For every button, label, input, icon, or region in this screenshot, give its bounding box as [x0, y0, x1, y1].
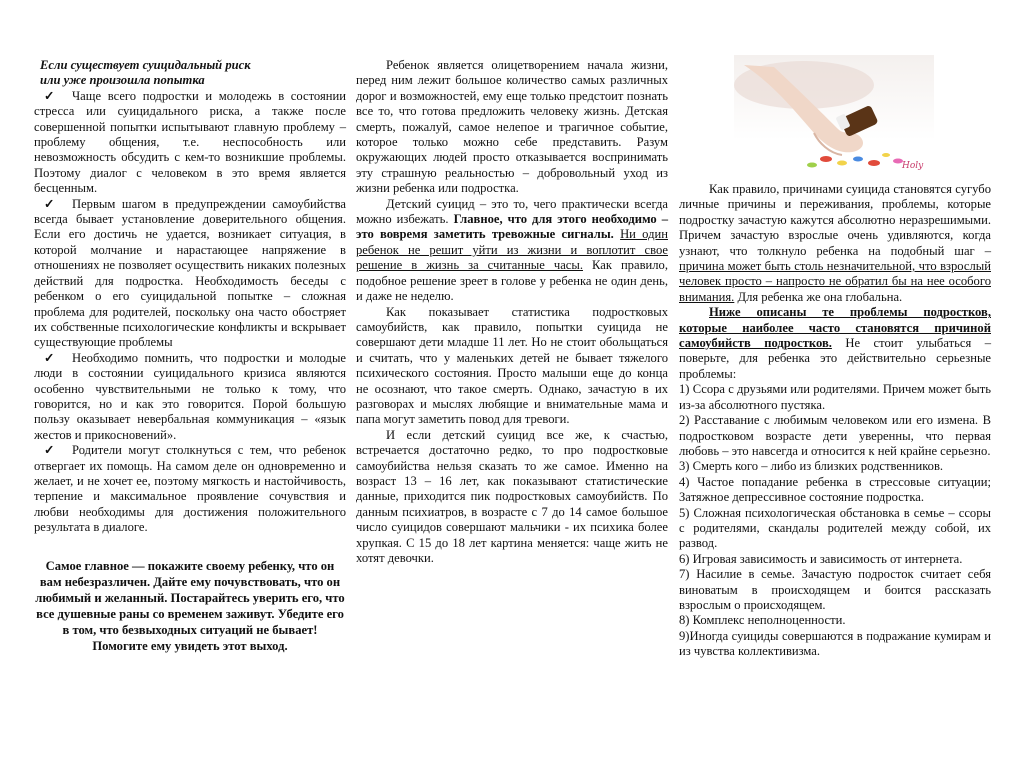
- emphasis-warning-signs: Главное, что для этого необходимо – это вовремя заметить тревожные сигналы.: [356, 212, 668, 242]
- paragraph-causes: Как правило, причинами суицида становятся сугубо личные причины и переживания, проблемы, которые подростку зачастую кажутся абсолютно неразрешимыми. Причем зачастую взрослые очень удивляются, когда узнают, что толкнуло ребенка на подобный шаг – причина может быть столь незначительной, что взрослый человек просто – напросто не обратил бы на нее особого внимания. Для ребенка же она глобальна.: [679, 182, 991, 304]
- checkmark-icon: ✓: [44, 88, 55, 103]
- checkmark-icon: ✓: [44, 443, 55, 458]
- list-item: 9)Иногда суициды совершаются в подражание кумирам и из чувства коллективизма.: [679, 628, 991, 659]
- paragraph-intro: Ребенок является олицетворением начала жизни, перед ним лежит большое количество самых различных дорог и возможностей, ему еще только предстоит познать все то, что готова предложить человеку жизнь. Детская смерть, пожалуй, самое нелепое и трагичное событие, которое только можно себе представить. Разум окружающих людей просто отказывается воспринимать эту страшную реальностью – добровольный уход из жизни ребенка или подростка.: [356, 58, 668, 196]
- checkmark-icon: ✓: [44, 196, 55, 211]
- list-item: 2) Расставание с любимым человеком или его измена. В подростковом возрасте дети уверенны, что первая любовь – это навсегда и относится к ней крайне серьезно.: [679, 413, 991, 458]
- underlined-statement: Ни один ребенок не решит уйти из жизни и воплотит свое решение в жизнь за считанные часы.: [356, 227, 668, 273]
- hand-with-pills-photo: [734, 55, 934, 177]
- paragraph-teen-suicide: И если детский суицид все же, к счастью, встречается достаточно редко, то про подростковые самоубийства нельзя сказать то же самое. Именно на возраст 13 – 16 лет, как показывают статистические данные, приходится пик подростковых самоубийств. По данным психиатров, в возрасте с 7 до 14 самое большое число суицидов совершают мальчики - их психика более хрупкая. С 15 до 18 лет картина меняется: чаще жить не хотят девочки.: [356, 427, 668, 565]
- closing-message: Самое главное — покажите своему ребенку, что он вам небезразличен. Дайте ему почувствовать, что он любимый и желанный. Постарайтесь уверить его, что все душевные раны со временем заживут. Убедите его в том, что безвыходных ситуаций не бывает! Помогите ему увидеть этот выход.: [35, 558, 345, 653]
- paragraph-child-suicide: Детский суицид – это то, чего практически всегда можно избежать. Главное, что для этого необходимо – это вовремя заметить тревожные сигналы. Ни один ребенок не решит уйти из жизни и воплотит свое решение в жизнь за считанные часы. Как правило, подобное решение зреет в голове у ребенка не один день, и даже не неделю.: [356, 196, 668, 304]
- checkmark-icon: ✓: [44, 350, 55, 365]
- list-item: 4) Частое попадание ребенка в стрессовые ситуации; Затяжное депрессивное состояние подростка.: [679, 474, 991, 505]
- paragraph-rejection: ✓ Родители могут столкнуться с тем, что ребенок отвергает их помощь. На самом деле он одновременно и желает, и не хочет ее, поэтому мягкость и настойчивость, терпение и максимальное проявление сочувствия и любви необходимы для достижения положительного результата в диалоге.: [34, 443, 346, 535]
- heading-line-2: или уже произошла попытка: [40, 73, 205, 88]
- paragraph-communication: ✓ Чаще всего подростки и молодежь в состоянии стресса или суицидального риска, а также после совершенной попытки испытывают главную проблему – проблему общения, т.е. неспособность или невозможность обсудить с кем-то возникшие проблемы. Поэтому диалог с человеком в это время является бесценным.: [34, 88, 346, 196]
- emphasis-problems: Ниже описаны те проблемы подростков, которые наиболее часто становятся причиной самоубийств подростков.: [679, 305, 991, 351]
- list-item: 3) Смерть кого – либо из близких родственников.: [679, 459, 944, 474]
- column-middle: [356, 58, 668, 566]
- column-right: [679, 182, 991, 660]
- list-item: 7) Насилие в семье. Зачастую подросток считает себя виноватым в происходящем и боится рассказать взрослым о происходящем.: [679, 567, 991, 612]
- paragraph-first-step: ✓ Первым шагом в предупреждении самоубийства всегда бывает установление доверительного общения. Если его достичь не удается, возникает ситуация, в которой молчание и нарастающее напряжение в отношениях не позволяет осуществить никаких полезных действий для подростка. Необходимость беседы с ребенком о его суицидальной попытке – сложная проблема для родителей, поскольку она часто обостряет их собственные психологические конфликты и вскрывает существующие проблемы: [34, 196, 346, 350]
- paragraph-sensitivity: ✓ Необходимо помнить, что подростки и молодые люди в состоянии суицидального кризиса являются особенно чувствительными не только к тому, что говорится, но и как это говорится. Порой большую пользу оказывает невербальная коммуникация – «язык жестов и прикосновений».: [34, 350, 346, 442]
- list-item: 6) Игровая зависимость и зависимость от интернета.: [679, 551, 963, 566]
- list-item: 5) Сложная психологическая обстановка в семье – ссоры с родителями, скандалы родителей между собой, их развод.: [679, 505, 991, 551]
- paragraph-statistics: Как показывает статистика подростковых самоубийств, как правило, попытки суицида не совершают дети младше 11 лет. Но не стоит обольщаться и считать, что у маленьких детей не бывает тяжелого психического состояния. Просто малыши еще до конца не осознают, что такое смерть. Однако, зачастую в их разговорах и мыслях любящие и внимательные мама и папа могут заметить повод для тревоги.: [356, 304, 668, 427]
- list-item: 8) Комплекс неполноценности.: [679, 613, 846, 628]
- problem-list: [679, 382, 991, 659]
- list-item: 1) Ссора с друзьями или родителями. Причем может быть из-за абсолютного пустяка.: [679, 382, 991, 412]
- photo-signature: Holy: [902, 161, 924, 171]
- heading-line-1: Если существует суицидальный риск: [40, 58, 251, 72]
- section-heading: [34, 58, 346, 89]
- underlined-reason: причина может быть столь незначительной, что взрослый человек просто – напросто не обратил бы на нее особого внимания.: [679, 259, 991, 304]
- paragraph-problems-intro: Ниже описаны те проблемы подростков, которые наиболее часто становятся причиной самоубийств подростков. Не стоит улыбаться – поверьте, для ребенка это действительно серьезные проблемы:: [679, 305, 991, 381]
- column-left: [34, 58, 346, 654]
